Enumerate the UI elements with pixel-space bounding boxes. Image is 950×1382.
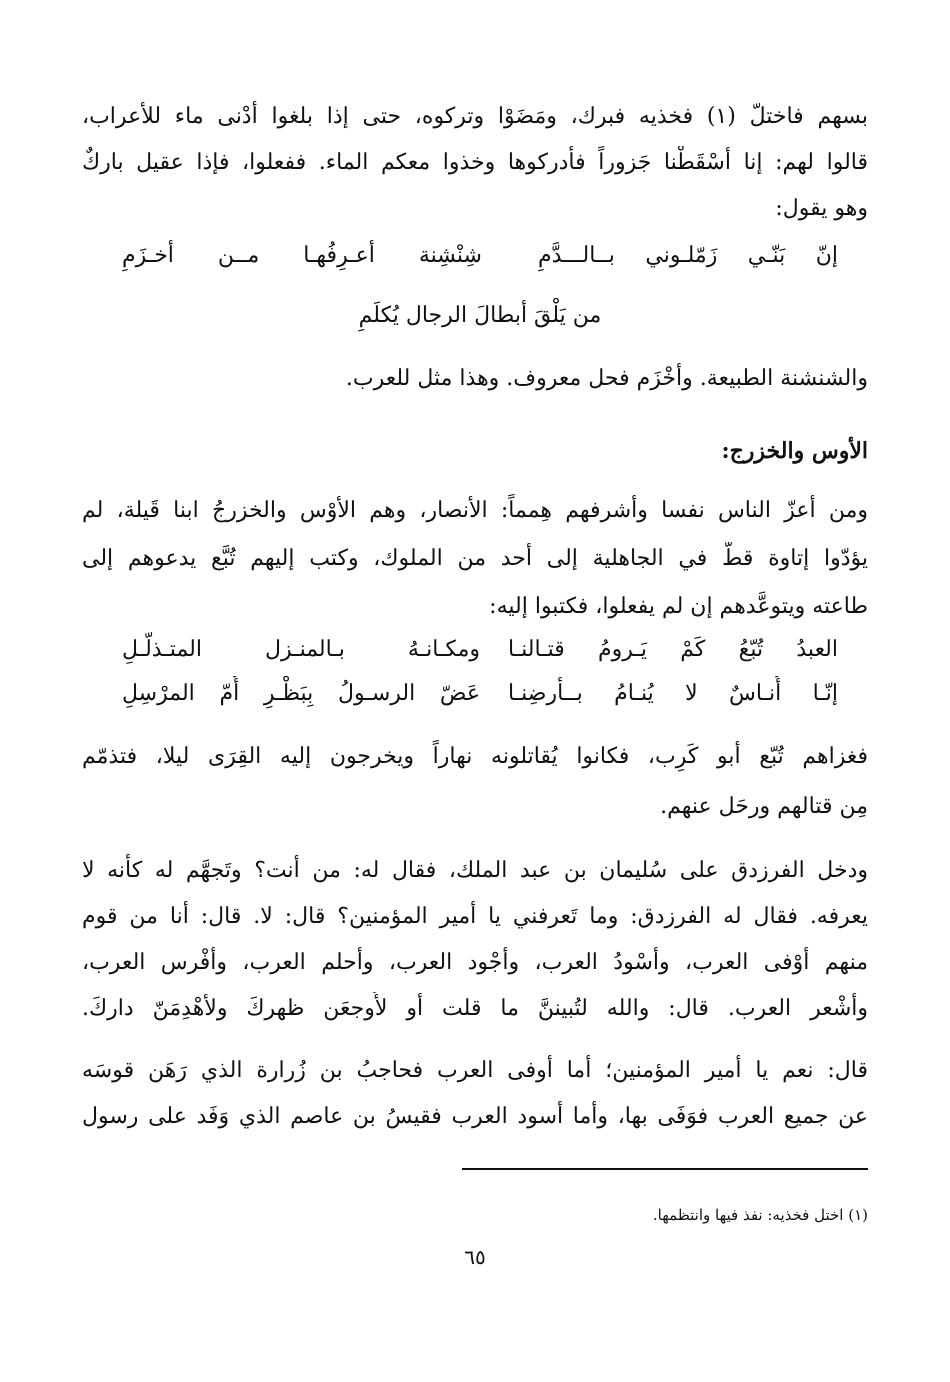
paragraph-4-line-2: مِن قتالهم ورحَل عنهم. bbox=[660, 794, 868, 819]
paragraph-6-line-2: عن جميع العرب فوَفَى بها، وأما أسود العرب فقيسُ بن عاصم الذي وَفَد على رسول bbox=[82, 1104, 868, 1129]
paragraph-5-line-2: يعرفه. فقال له الفرزدق: وما تَعرفني يا أمير المؤمنين؟ قال: لا. قال: أنا من قوم bbox=[82, 904, 868, 929]
section-heading: الأوس والخزرج: bbox=[721, 438, 868, 464]
paragraph-5-line-1: ودخل الفرزدق على سُليمان بن عبد الملك، فقال له: من أنت؟ وتَجهَّم له كأنه لا bbox=[82, 858, 868, 883]
poem-1-hemistich-left: شِنْشِنة أعـرِفُهـا مــن أخـزَمِ bbox=[122, 243, 482, 268]
paragraph-2-line-1: والشنشنة الطبيعة. وأخْزَم فحل معروف. وهذا مثل للعرب. bbox=[345, 366, 868, 391]
footnote-separator bbox=[462, 1168, 868, 1170]
poem-1-line-2: من يَلْقَ أبطالَ الرجال يُكلَمِ bbox=[358, 303, 602, 328]
paragraph-5-line-4: وأشْعر العرب. قال: والله لتُبيننَّ ما قلت أو لأُوجعَن ظهركَ ولأهْدِمَنّ داركَ. bbox=[82, 996, 868, 1021]
paragraph-1-line-1: بسهم فاختلّ (١) فخذيه فبرك، ومَضَوْا وتركوه، حتى إذا بلغوا أدْنى ماء للأعراب، bbox=[82, 104, 868, 129]
poem-2-verse-1-right: العبدُ تُبّعُ كَمْ يَـرومُ قتـالنـا bbox=[508, 637, 838, 662]
paragraph-1-line-2: قالوا لهم: إنا أسْقَطْنا جَزوراً فأدركوها وخذوا معكم الماء. ففعلوا، فإذا عقيل باركٌ bbox=[82, 150, 868, 175]
paragraph-5-line-3: منهم أوْفى العرب، وأسْودُ العرب، وأجْود العرب، وأحلم العرب، وأفْرس العرب، bbox=[82, 950, 868, 975]
paragraph-3-line-3: طاعته ويتوعَّدهم إن لم يفعلوا، فكتبوا إليه: bbox=[489, 594, 868, 619]
footnote: (١) اختل فخذيه: نفذ فيها وانتظمها. bbox=[652, 1206, 868, 1224]
poem-2-verse-1-left: ومكـانـهُ بـالمنـزل المتـذلّـلِ bbox=[122, 637, 480, 662]
poem-2-verse-2-left: عَضّ الرسـولُ بِبَظْـرِ أُمّ المرْسِلِ bbox=[122, 681, 480, 706]
poem-1-hemistich-right: إنّ بَنّـي زَمّلـوني بــالـــدَّمِ bbox=[538, 243, 838, 268]
paragraph-1-line-3: وهو يقول: bbox=[775, 196, 868, 221]
paragraph-6-line-1: قال: نعم يا أمير المؤمنين؛ أما أوفى العرب فحاجبُ بن زُرارة الذي رَهَن قوسَه bbox=[82, 1058, 868, 1083]
paragraph-4-line-1: فغزاهم تُبّع أبو كَرِب، فكانوا يُقاتلونه نهاراً ويخرجون إليه القِرَى ليلا، فتذمّم bbox=[82, 744, 868, 769]
poem-2-verse-2-right: إنّـا أُنـاسٌ لا يُنـامُ بــأرضِنـا bbox=[508, 681, 838, 706]
paragraph-3-line-1: ومن أعزّ الناس نفسا وأشرفهم هِمماً: الأنصار، وهم الأوْس والخزرجُ ابنا قَيلة، لم bbox=[82, 498, 868, 523]
page-number: ٦٥ bbox=[464, 1245, 486, 1269]
paragraph-3-line-2: يؤدّوا إتاوة قطّ في الجاهلية إلى أحد من الملوك، وكتب إليهم تُبَّع يدعوهم إلى bbox=[82, 546, 868, 571]
